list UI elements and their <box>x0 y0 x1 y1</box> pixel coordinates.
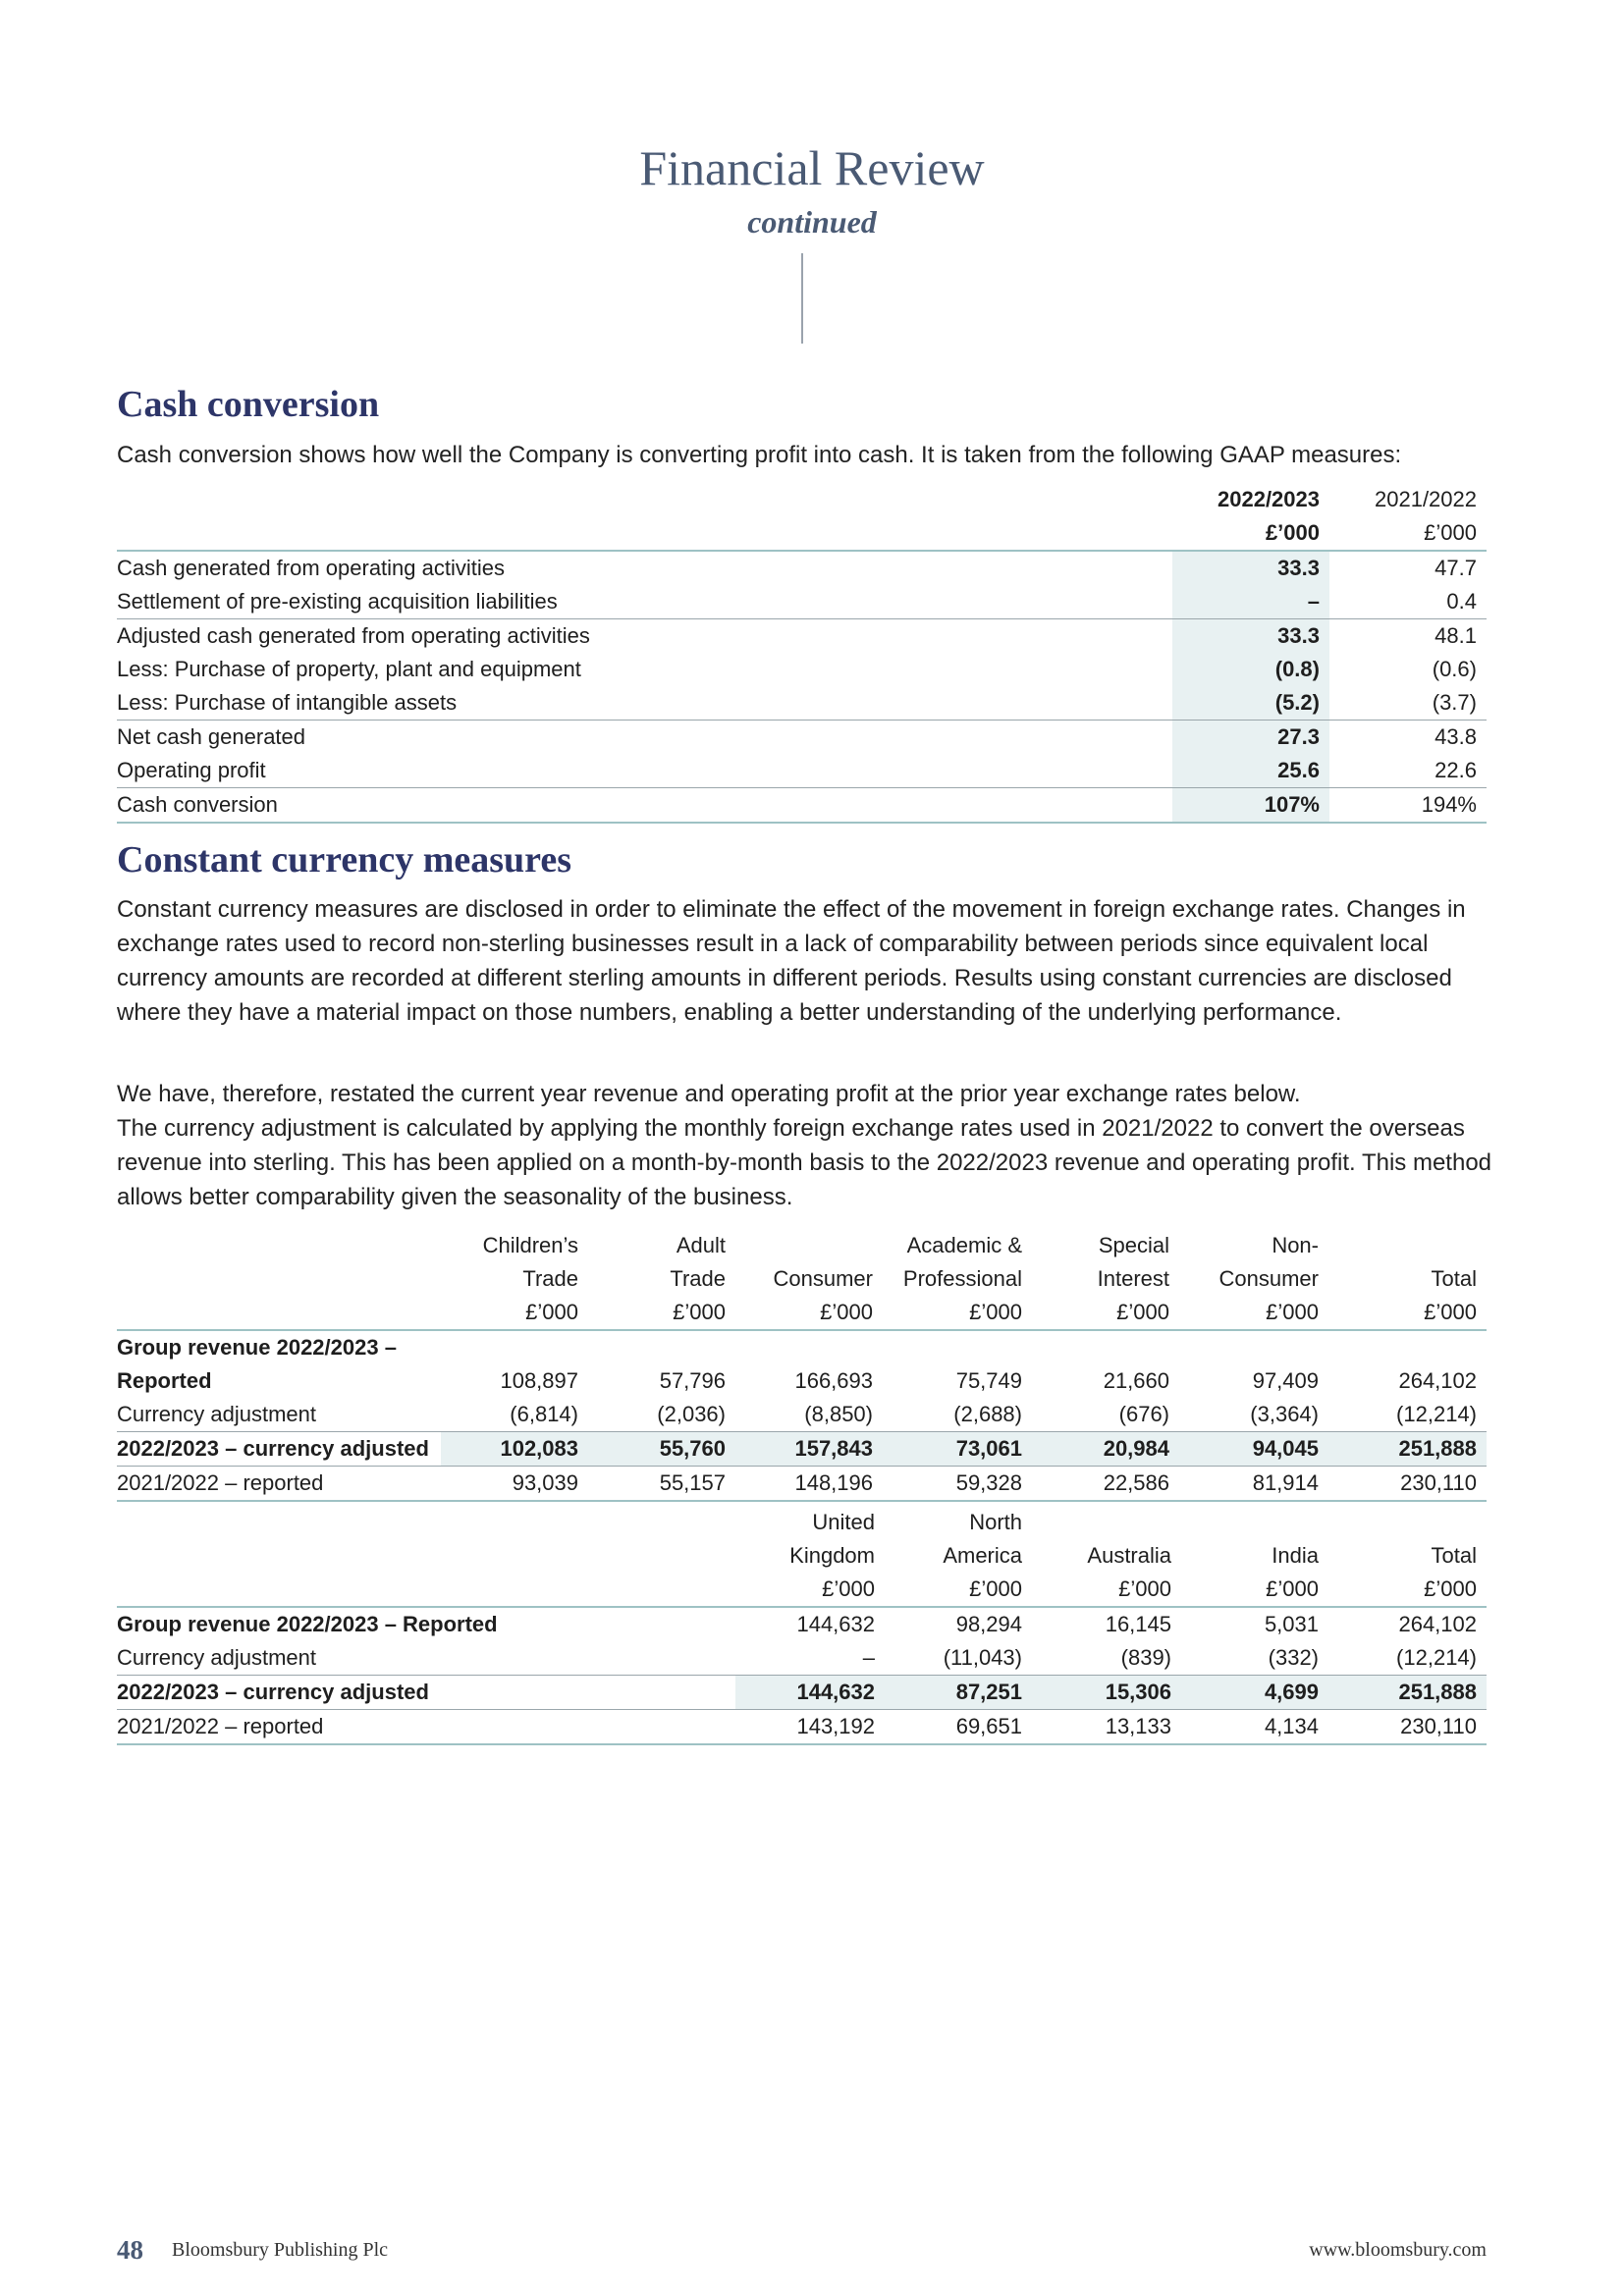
column-header: Academic & <box>906 1233 1022 1257</box>
table-cell: 230,110 <box>1328 1467 1487 1502</box>
table-cell: 16,145 <box>1032 1607 1181 1641</box>
column-header <box>1181 1506 1328 1539</box>
value-2023: 25.6 <box>1172 754 1329 788</box>
column-header: Total <box>1431 1266 1477 1291</box>
table-cell: 108,897 <box>500 1368 578 1393</box>
row-label: Less: Purchase of intangible assets <box>117 690 458 715</box>
column-header: Adult <box>676 1233 726 1257</box>
table-cell: 59,328 <box>883 1467 1032 1502</box>
segment-body <box>117 1330 1487 1501</box>
row-label: Settlement of pre-existing acquisition liabilities <box>117 589 558 614</box>
cash-conversion-intro: Cash conversion shows how well the Company is converting profit into cash. It is taken from the following GAAP measures: <box>117 442 1402 468</box>
table-cell: (11,043) <box>943 1645 1022 1670</box>
column-header: Consumer <box>1218 1266 1319 1291</box>
row-label: 2022/2023 – currency adjusted <box>117 1432 441 1467</box>
table-cell: 4,134 <box>1181 1710 1328 1745</box>
row-label: 2022/2023 – currency adjusted <box>117 1676 735 1710</box>
column-header: Total <box>1431 1543 1477 1568</box>
row-label: Adjusted cash generated from operating activities <box>117 619 1172 654</box>
cash-unit-row <box>117 516 1487 551</box>
table-row <box>117 754 1487 788</box>
table-row <box>117 1607 1487 1641</box>
table-cell: (6,814) <box>510 1402 578 1426</box>
table-cell: (12,214) <box>1396 1402 1477 1426</box>
table-cell: (839) <box>1120 1645 1171 1670</box>
table-cell: 166,693 <box>794 1368 873 1393</box>
value-2023: 33.3 <box>1172 551 1329 585</box>
row-label: Less: Purchase of property, plant and equipment <box>117 657 581 681</box>
value-2022: 0.4 <box>1446 589 1477 614</box>
table-row <box>117 1398 1487 1432</box>
col-header-2022: 2021/2022 <box>1375 487 1477 511</box>
table-cell: (332) <box>1268 1645 1319 1670</box>
page-subtitle: continued <box>747 204 877 240</box>
col-header-2023: 2022/2023 <box>1218 487 1320 511</box>
table-cell: (8,850) <box>804 1402 873 1426</box>
table-cell: 157,843 <box>735 1432 883 1467</box>
table-cell: 57,796 <box>659 1368 726 1393</box>
unit-label: £’000 <box>1265 520 1320 545</box>
cash-header-row <box>117 483 1487 516</box>
table-cell: 230,110 <box>1328 1710 1487 1745</box>
table-cell: 13,133 <box>1032 1710 1181 1745</box>
table-cell: (12,214) <box>1396 1645 1477 1670</box>
table-row <box>117 1641 1487 1676</box>
unit-label: £’000 <box>1118 1576 1171 1601</box>
table-row <box>117 653 1487 686</box>
constant-currency-paragraph-1: Constant currency measures are disclosed in order to eliminate the effect of the movement in foreign exchange rates. Changes in exchange rates used to record non-sterling businesses result in a lack of comparability between periods since equivalent local currency amounts are recorded at different sterling amounts in different periods. Results using constant currencies are disclosed where they have a material impact on those numbers, enabling a better understanding of the underlying performance. <box>117 896 1466 1026</box>
column-header: America <box>943 1543 1022 1568</box>
table-cell: (2,036) <box>657 1402 726 1426</box>
column-header: Kingdom <box>789 1543 875 1568</box>
constant-currency-paragraph-2b: The currency adjustment is calculated by applying the monthly foreign exchange rates used in 2021/2022 to convert the overseas revenue into sterling. This has been applied on a month-by-month basis to the 2022/2023 revenue and operating profit. This method allows better comparability given the seasonality of the business. <box>117 1115 1492 1210</box>
table-row <box>117 1710 1487 1745</box>
table-row <box>117 686 1487 721</box>
table-cell: 264,102 <box>1398 1368 1477 1393</box>
table-cell: 75,749 <box>955 1368 1022 1393</box>
column-header: United <box>812 1510 875 1534</box>
table-cell: (2,688) <box>953 1402 1022 1426</box>
value-2023: 33.3 <box>1172 619 1329 654</box>
table-cell: 81,914 <box>1179 1467 1328 1502</box>
value-2023: (0.8) <box>1172 653 1329 686</box>
unit-label: £’000 <box>1266 1300 1319 1324</box>
table-row <box>117 619 1487 654</box>
table-cell: (676) <box>1118 1402 1169 1426</box>
column-header: India <box>1272 1543 1319 1568</box>
value-2022: 48.1 <box>1329 619 1487 654</box>
value-2023: – <box>1172 585 1329 619</box>
table-row <box>117 1432 1487 1467</box>
table-cell: 143,192 <box>735 1710 885 1745</box>
table-cell: 5,031 <box>1181 1607 1328 1641</box>
table-row <box>117 788 1487 824</box>
table-cell: 73,061 <box>883 1432 1032 1467</box>
column-header: North <box>969 1510 1022 1534</box>
table-cell: 98,294 <box>885 1607 1032 1641</box>
table-cell: 251,888 <box>1328 1432 1487 1467</box>
value-2023: (5.2) <box>1172 686 1329 721</box>
row-label: Group revenue 2022/2023 – Reported <box>117 1607 735 1641</box>
table-cell: 144,632 <box>735 1607 885 1641</box>
column-header: Non- <box>1272 1233 1319 1257</box>
column-header: Professional <box>902 1266 1022 1291</box>
table-cell: 102,083 <box>441 1432 588 1467</box>
segment-header <box>117 1229 1487 1330</box>
table-row <box>117 551 1487 585</box>
website-url: www.bloomsbury.com <box>1309 2239 1487 2261</box>
column-header: Australia <box>1087 1543 1171 1568</box>
unit-label: £’000 <box>822 1576 875 1601</box>
table-cell: 55,760 <box>588 1432 735 1467</box>
title-divider <box>801 253 803 344</box>
value-2023: 27.3 <box>1172 721 1329 755</box>
table-cell: 15,306 <box>1032 1676 1181 1710</box>
value-2023: 107% <box>1172 788 1329 824</box>
value-2022: (3.7) <box>1432 690 1477 715</box>
constant-currency-heading: Constant currency measures <box>117 839 571 881</box>
page-title: Financial Review <box>639 140 985 195</box>
table-cell: 55,157 <box>588 1467 735 1502</box>
row-label: Net cash generated <box>117 721 1172 755</box>
table-cell: 87,251 <box>885 1676 1032 1710</box>
row-label: Group revenue 2022/2023 – <box>117 1330 441 1364</box>
unit-label: £’000 <box>969 1300 1022 1324</box>
value-2022: 194% <box>1329 788 1487 824</box>
value-2022: 43.8 <box>1329 721 1487 755</box>
column-header <box>1328 1506 1487 1539</box>
column-header: Special <box>1098 1233 1169 1257</box>
cash-conversion-heading: Cash conversion <box>117 384 380 425</box>
unit-label: £’000 <box>1116 1300 1169 1324</box>
table-cell: 22,586 <box>1032 1467 1179 1502</box>
column-header: Trade <box>522 1266 578 1291</box>
geography-header <box>117 1506 1487 1607</box>
row-label: Currency adjustment <box>117 1402 316 1426</box>
row-label: Currency adjustment <box>117 1645 316 1670</box>
unit-label: £’000 <box>969 1576 1022 1601</box>
unit-label: £’000 <box>673 1300 726 1324</box>
table-row <box>117 1676 1487 1710</box>
cash-conversion-table <box>117 483 1487 824</box>
column-header <box>1328 1229 1487 1262</box>
row-label: 2021/2022 – reported <box>117 1467 441 1502</box>
column-header: Trade <box>670 1266 726 1291</box>
table-cell: 97,409 <box>1252 1368 1319 1393</box>
row-label: Reported <box>117 1368 212 1393</box>
value-2022: 47.7 <box>1329 551 1487 585</box>
unit-label: £’000 <box>1266 1576 1319 1601</box>
unit-label: £’000 <box>525 1300 578 1324</box>
table-cell: 264,102 <box>1328 1607 1487 1641</box>
unit-label: £’000 <box>1424 520 1477 545</box>
column-header: Children’s <box>482 1233 578 1257</box>
table-row <box>117 1364 1487 1398</box>
table-cell: 69,651 <box>885 1710 1032 1745</box>
unit-label: £’000 <box>820 1300 873 1324</box>
segment-revenue-table <box>117 1229 1487 1502</box>
column-header: Interest <box>1097 1266 1169 1291</box>
unit-label: £’000 <box>1424 1576 1477 1601</box>
table-cell: 21,660 <box>1103 1368 1169 1393</box>
row-label: Operating profit <box>117 758 266 782</box>
value-2022: (0.6) <box>1432 657 1477 681</box>
company-name: Bloomsbury Publishing Plc <box>172 2239 389 2261</box>
table-cell: 20,984 <box>1032 1432 1179 1467</box>
geographic-revenue-table <box>117 1506 1487 1745</box>
table-cell: 93,039 <box>441 1467 588 1502</box>
table-row <box>117 585 1487 619</box>
table-row <box>117 1467 1487 1502</box>
column-header: Consumer <box>773 1266 873 1291</box>
table-row <box>117 1330 1487 1364</box>
table-cell: 251,888 <box>1328 1676 1487 1710</box>
table-cell: 148,196 <box>735 1467 883 1502</box>
constant-currency-paragraph-2a: We have, therefore, restated the current year revenue and operating profit at the prior year exchange rates below. <box>117 1081 1301 1107</box>
table-cell: – <box>862 1645 875 1670</box>
column-header <box>1032 1506 1181 1539</box>
row-label: Cash generated from operating activities <box>117 551 1172 585</box>
column-header <box>735 1229 883 1262</box>
row-label: Cash conversion <box>117 788 1172 824</box>
table-row <box>117 721 1487 755</box>
value-2022: 22.6 <box>1435 758 1477 782</box>
unit-label: £’000 <box>1424 1300 1477 1324</box>
table-cell: 4,699 <box>1181 1676 1328 1710</box>
page-number: 48 <box>117 2235 143 2265</box>
table-cell: 144,632 <box>735 1676 885 1710</box>
geography-body <box>117 1607 1487 1744</box>
table-cell: (3,364) <box>1250 1402 1319 1426</box>
row-label: 2021/2022 – reported <box>117 1710 735 1745</box>
table-cell: 94,045 <box>1179 1432 1328 1467</box>
